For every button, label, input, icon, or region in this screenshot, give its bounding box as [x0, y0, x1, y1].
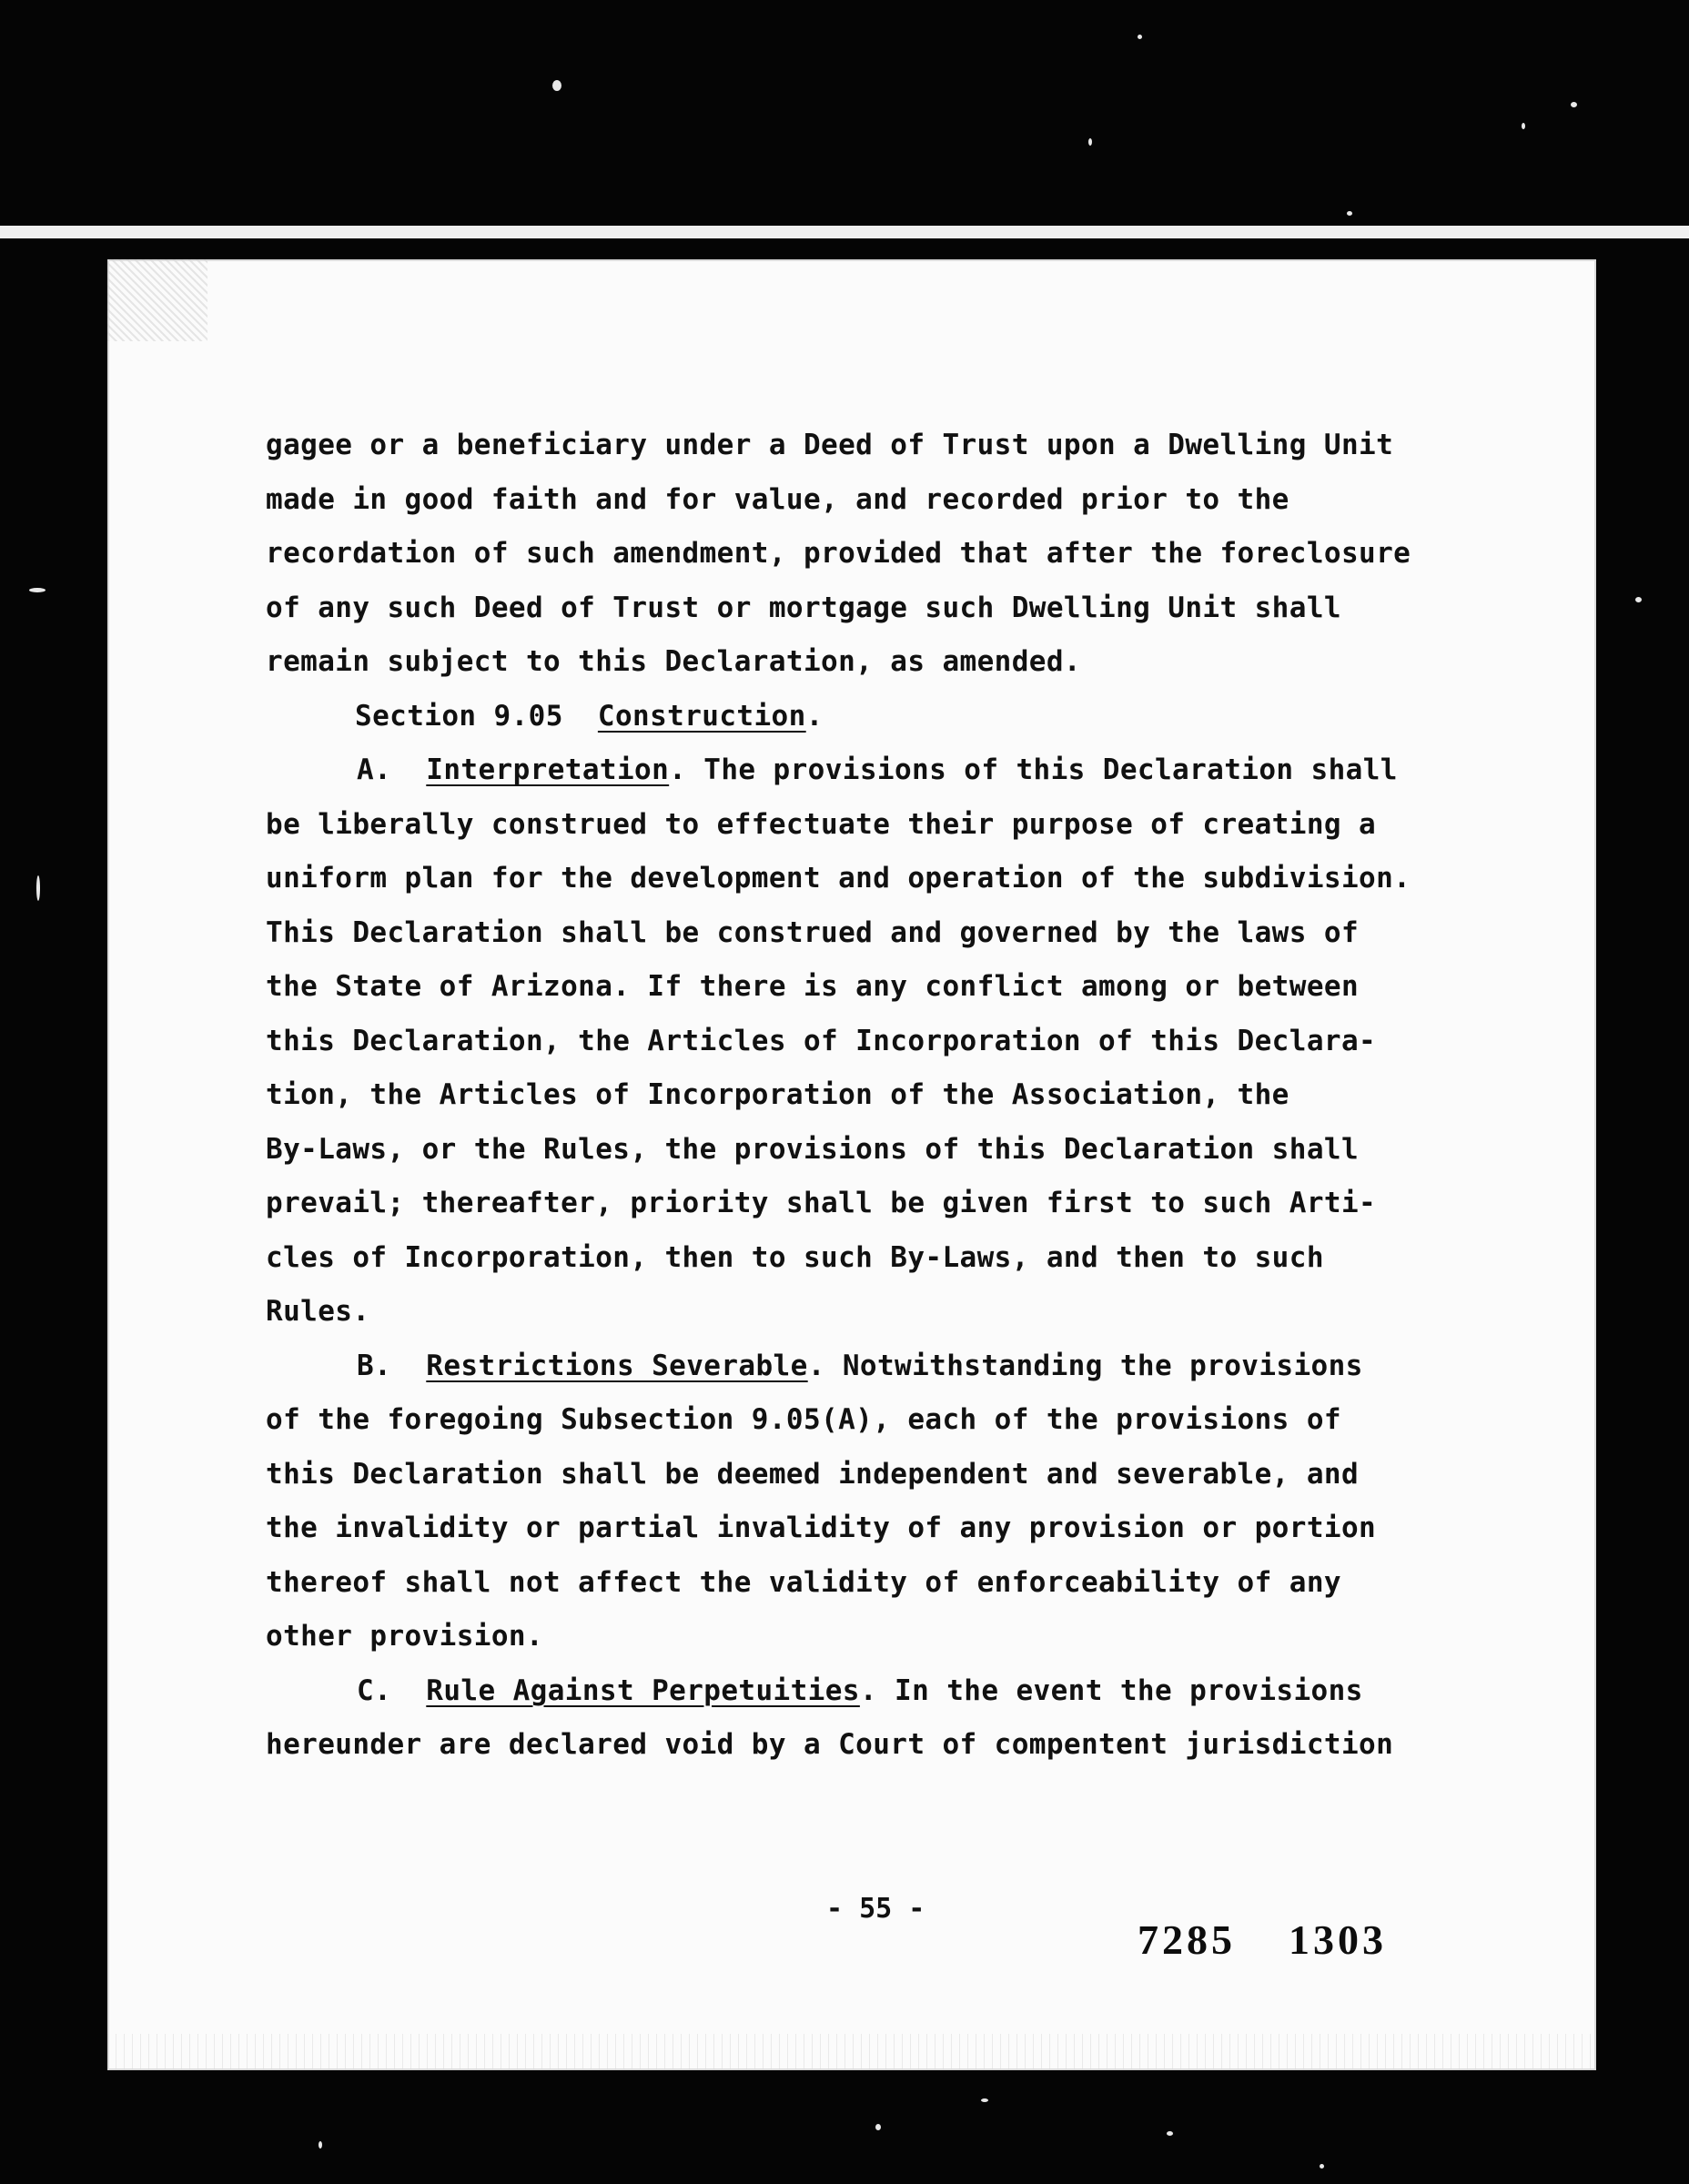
subsection-b-first-line: . Notwithstanding the provisions: [807, 1349, 1363, 1382]
text-line: prevail; thereafter, priority shall be given first to such Arti-: [266, 1187, 1377, 1219]
scan-speck: [1635, 597, 1642, 602]
text-line: be liberally construed to effectuate their purpose of creating a: [266, 807, 1377, 841]
record-book-number: 7285: [1138, 1916, 1236, 1963]
text-line: gagee or a beneficiary under a Deed of Trust upon a Dwelling Unit: [266, 429, 1394, 461]
subsection-a-title: Interpretation: [426, 753, 670, 786]
scan-speck: [875, 2124, 881, 2130]
subsection-c-first-line: . In the event the provisions: [859, 1673, 1363, 1707]
text-line: uniform plan for the development and operation of the subdivision.: [266, 862, 1411, 895]
subsection-b-heading: [266, 1340, 1540, 1394]
subsection-a-first-line: . The provisions of this Declaration shall: [669, 753, 1398, 786]
scan-speck: [1571, 102, 1577, 107]
subsection-c-title: Rule Against Perpetuities: [426, 1673, 860, 1707]
text-line: remain subject to this Declaration, as amended.: [266, 645, 1081, 678]
scan-border-line: [0, 226, 1689, 238]
scan-speck: [29, 588, 46, 592]
text-line: This Declaration shall be construed and governed by the laws of: [266, 915, 1360, 949]
section-number: Section 9.05: [355, 699, 563, 733]
text-line: tion, the Articles of Incorporation of the Association, the: [266, 1078, 1290, 1111]
scan-speck: [1138, 35, 1142, 39]
text-line: of the foregoing Subsection 9.05(A), each of the provisions of: [266, 1403, 1341, 1436]
subsection-b-label: B.: [357, 1349, 392, 1382]
scan-speck: [981, 2098, 988, 2102]
text-line: the State of Arizona. If there is any conflict among or between: [266, 970, 1360, 1003]
subsection-a-heading: [266, 743, 1540, 798]
scan-speck: [1347, 211, 1352, 216]
subsection-c-heading: [266, 1664, 1540, 1719]
scan-speck: [36, 875, 40, 901]
text-line: this Declaration shall be deemed independent and severable, and: [266, 1457, 1360, 1491]
subsection-b-title: Restrictions Severable: [426, 1349, 808, 1382]
text-line: the invalidity or partial invalidity of any provision or portion: [266, 1512, 1377, 1544]
document-body: [266, 419, 1540, 1773]
text-line: of any such Deed of Trust or mortgage such Dwelling Unit shall: [266, 591, 1341, 624]
text-line: cles of Incorporation, then to such By-Laws, and then to such: [266, 1240, 1324, 1274]
page-number: - 55 -: [826, 1893, 925, 1925]
section-heading: [266, 690, 1540, 744]
text-line: recordation of such amendment, provided that after the foreclosure: [266, 537, 1411, 570]
record-page-number: 1303: [1289, 1916, 1387, 1963]
subsection-a-label: A.: [357, 753, 392, 786]
scan-speck: [319, 2141, 322, 2149]
text-line: made in good faith and for value, and recorded prior to the: [266, 482, 1290, 516]
text-line: Rules.: [266, 1295, 370, 1328]
text-line: By-Laws, or the Rules, the provisions of this Declaration shall: [266, 1132, 1360, 1166]
text-line: thereof shall not affect the validity of enforceability of any: [266, 1565, 1341, 1599]
section-title: Construction: [597, 699, 806, 733]
text-line: hereunder are declared void by a Court of compentent jurisdiction: [266, 1728, 1394, 1761]
section-title-period: .: [805, 699, 824, 733]
text-line: other provision.: [266, 1620, 544, 1653]
subsection-c-label: C.: [357, 1673, 392, 1707]
scanned-page: [107, 259, 1596, 2070]
scan-speck: [1320, 2164, 1324, 2169]
text-line: this Declaration, the Articles of Incorporation of this Declara-: [266, 1024, 1377, 1057]
scan-speck: [552, 80, 561, 91]
scan-speck: [1167, 2131, 1173, 2136]
scan-speck: [1088, 138, 1092, 146]
record-number: [1138, 1916, 1440, 1964]
scan-speck: [1522, 123, 1525, 129]
